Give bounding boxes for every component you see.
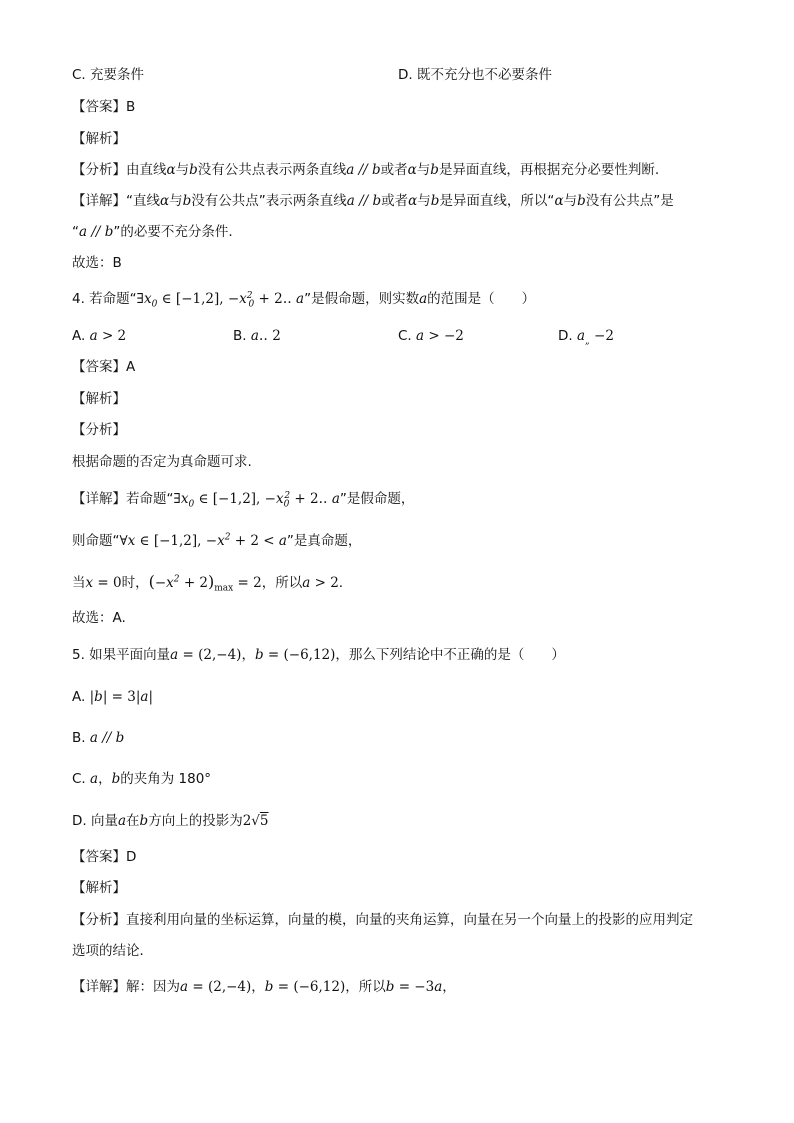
question-4-stem	[72, 290, 535, 308]
analysis-heading: 【解析】	[72, 880, 126, 896]
text: B.	[72, 730, 90, 746]
math-eq: = (2,−4)	[178, 647, 242, 663]
xiangjie-line	[72, 490, 414, 508]
math-b: b	[182, 193, 192, 209]
xiangjie-line-2	[72, 532, 361, 550]
fenxi-line	[72, 911, 693, 929]
vector-a: a	[170, 647, 179, 663]
vector-a: a	[180, 979, 189, 995]
text: 则命题“	[72, 533, 120, 549]
text: 与	[416, 162, 431, 178]
conclusion-line: 故选：B	[72, 255, 122, 271]
vector-a: a	[117, 813, 127, 829]
fenxi-text: 根据命题的否定为真命题可求.	[72, 454, 252, 470]
vector-b: b	[111, 771, 121, 787]
text: 与	[563, 193, 578, 209]
option-d: D. 既不充分也不必要条件	[398, 67, 552, 83]
text: 解：因为	[126, 979, 180, 995]
math-max: $(-x^2 + 2)_{max} = 2$	[148, 572, 262, 594]
vector-a: a	[90, 771, 99, 787]
math-sqrt: 2√5	[242, 813, 269, 829]
math-expr: b = −3a	[385, 979, 443, 995]
math-parallel: a // b	[346, 193, 382, 209]
text: 或者	[381, 193, 409, 209]
text: ”是真命题，	[286, 533, 362, 549]
text: ，所以	[261, 575, 303, 591]
analysis-heading: 【解析】	[72, 391, 126, 407]
math-parallel: a // b	[79, 224, 114, 240]
fenxi-line-2: 选项的结论．	[72, 943, 153, 959]
text: ，所以	[345, 979, 386, 995]
option-a	[72, 688, 153, 706]
text: C.	[72, 771, 91, 787]
vector-b: b	[264, 979, 274, 995]
math-expr: ∀x ∈ [−1,2], $-x^2 + 2 < a$	[119, 532, 287, 549]
text: 与	[169, 193, 183, 209]
option-d: D. $a_„ -2$	[558, 328, 614, 347]
vector-b: b	[139, 813, 149, 829]
option-b: B. a‥ 2	[233, 328, 281, 344]
text: 5. 如果平面向量	[72, 647, 171, 663]
xiangjie-label: 【详解】	[72, 979, 126, 995]
xiangjie-line	[72, 978, 456, 996]
math-a: a	[419, 291, 428, 307]
math-alpha: α	[160, 193, 170, 209]
xiangjie-line-3	[72, 573, 343, 592]
option-c: C. 充要条件	[72, 67, 145, 83]
text: 没有公共点表示两条直线	[197, 162, 347, 178]
math-alpha: α	[166, 162, 176, 178]
text: 没有公共点”表示两条直线	[191, 193, 347, 209]
text: 当	[72, 575, 86, 591]
text: 方向上的投影为	[148, 813, 243, 829]
xiangjie-line	[72, 192, 674, 210]
option-a: A. a > 2	[72, 328, 127, 344]
text: ，	[442, 979, 456, 995]
text: 是异面直线，所以“	[439, 193, 555, 209]
answer-line: 【答案】B	[72, 99, 136, 115]
vector-b: b	[254, 647, 264, 663]
text: 4. 若命题“	[72, 291, 137, 307]
math-eq: = (−6,12)	[263, 647, 336, 663]
math-x-zero: x = 0	[85, 575, 122, 591]
math-eq: = (2,−4)	[188, 979, 252, 995]
text: 与	[175, 162, 190, 178]
question-5-stem	[72, 646, 565, 664]
xiangjie-label: 【详解】	[72, 193, 126, 209]
math-expr: |b| = 3|a|	[89, 689, 154, 705]
text: ，	[98, 771, 112, 787]
math-b: b	[430, 162, 439, 178]
fenxi-label: 【分析】	[72, 162, 126, 178]
text: 的范围是（ ）	[427, 291, 536, 307]
math-b: b	[430, 193, 440, 209]
math-b: b	[189, 162, 198, 178]
text: 由直线	[126, 162, 167, 178]
text: 是异面直线，再根据充分必要性判断.	[438, 162, 660, 178]
text: 在	[126, 813, 140, 829]
text: ”的必要不充分条件.	[113, 224, 233, 240]
math-alpha: α	[408, 193, 418, 209]
option-d	[72, 812, 269, 830]
math-expr: a // b	[89, 730, 125, 746]
text: 若命题“	[126, 491, 174, 507]
text: 与	[417, 193, 431, 209]
text: ，那么下列结论中不正确的是（ ）	[335, 647, 565, 663]
fenxi-label: 【分析】	[72, 912, 126, 928]
text: D. 向量	[72, 813, 118, 829]
math-eq: = (−6,12)	[273, 979, 346, 995]
text: “	[72, 224, 79, 240]
text: 直接利用向量的坐标运算，向量的模，向量的夹角运算，向量在另一个向量上的投影的应用判定	[126, 912, 693, 928]
math-alpha: α	[554, 193, 564, 209]
conclusion-line: 故选：A.	[72, 610, 126, 626]
answer-line: 【答案】D	[72, 849, 137, 865]
text: 或者	[380, 162, 408, 178]
fenxi-line	[72, 161, 659, 179]
text: 的夹角为 180°	[120, 771, 212, 787]
option-c	[72, 770, 211, 788]
math-result: a > 2	[302, 575, 339, 591]
text: A.	[72, 689, 90, 705]
text: 时，	[121, 575, 149, 591]
option-c: C. a > −2	[398, 328, 464, 344]
math-expr: $\exists x_0$ ∈ [−1,2], $-x_{20}$ + 2‥ a	[136, 290, 305, 310]
math-alpha: α	[407, 162, 417, 178]
text: ”是假命题，	[339, 491, 415, 507]
xiangjie-label: 【详解】	[72, 491, 126, 507]
math-b: b	[577, 193, 586, 209]
math-expr: $\exists x_0$ ∈ [−1,2], $-x_0^2$ + 2‥ a	[173, 490, 340, 510]
option-b	[72, 729, 124, 747]
text: 没有公共点”是	[585, 193, 674, 209]
analysis-heading: 【解析】	[72, 131, 126, 147]
math-parallel: a // b	[346, 162, 381, 178]
text: ，	[241, 647, 255, 663]
fenxi-heading: 【分析】	[72, 422, 126, 438]
text: .	[338, 575, 344, 591]
answer-line: 【答案】A	[72, 359, 136, 375]
text: ”是假命题，则实数	[304, 291, 420, 307]
text: ，	[251, 979, 265, 995]
text: “直线	[126, 193, 160, 209]
xiangjie-line-2	[72, 223, 233, 241]
